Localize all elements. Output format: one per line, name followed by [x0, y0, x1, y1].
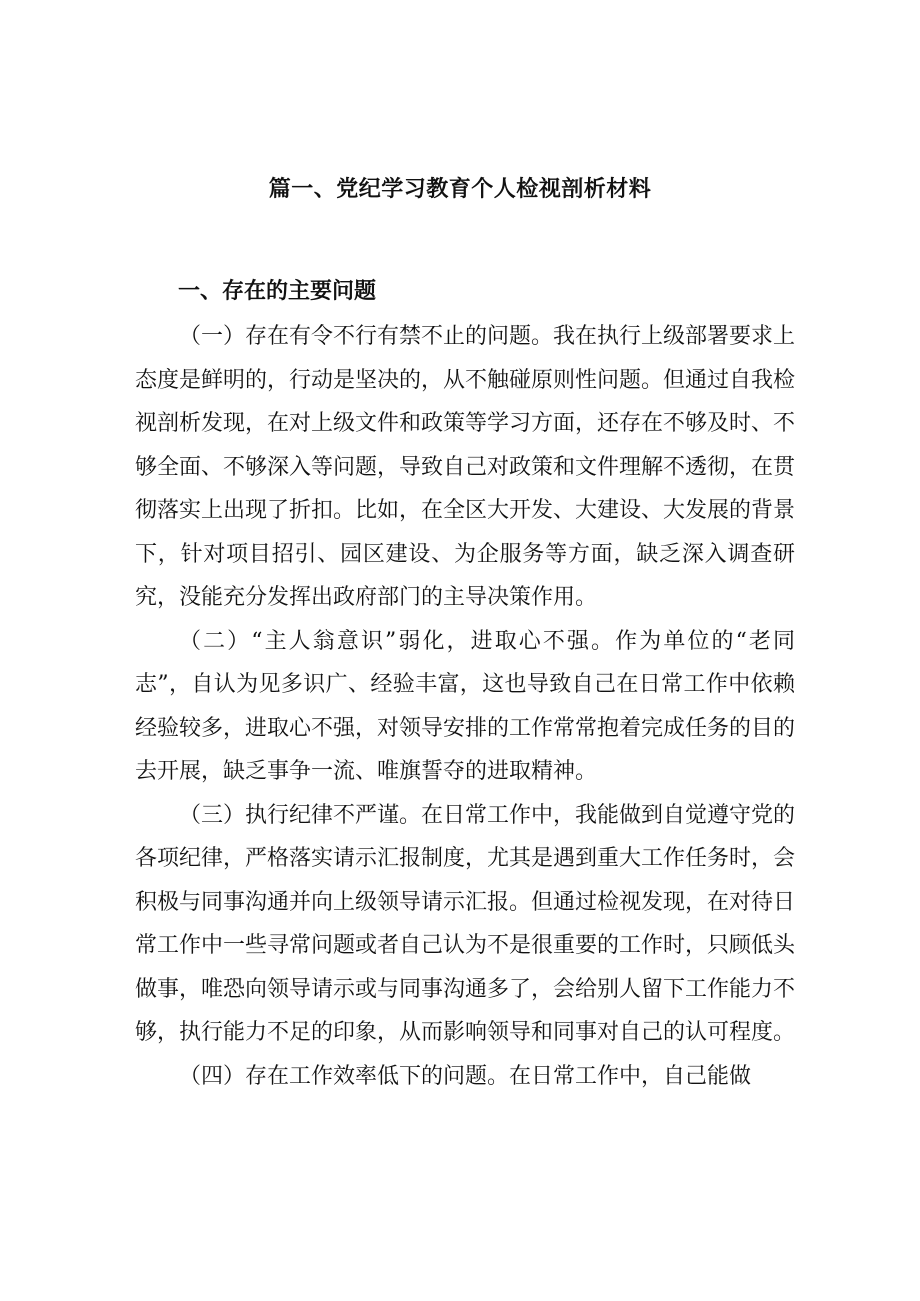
paragraph-3: （三）执行纪律不严谨。在日常工作中，我能做到自觉遵守党的各项纪律，严格落实请示汇报制度，尤其是遇到重大工作任务时，会积极与同事沟通并向上级领导请示汇报。但通过检视发现，在对待日常工作中一些寻常问题或者自己认为不是很重要的工作时，只顾低头做事，唯恐向领导请示或与同事沟通多了，会给别人留下工作能力不够，执行能力不足的印象，从而影响领导和同事对自己的认可程度。 [135, 802, 796, 1045]
document-title: 篇一、党纪学习教育个人检视剖析材料 [268, 177, 652, 202]
paragraph-4: （四）存在工作效率低下的问题。在日常工作中，自己能做 [179, 1063, 752, 1089]
document-body [135, 315, 795, 1098]
paragraph-1: （一）存在有令不行有禁不止的问题。我在执行上级部署要求上态度是鲜明的，行动是坚决的，从不触碰原则性问题。但通过自我检视剖析发现，在对上级文件和政策等学习方面，还存在不够及时、不够全面、不够深入等问题，导致自己对政策和文件理解不透彻，在贯彻落实上出现了折扣。比如，在全区大开发、大建设、大发展的背景下，针对项目招引、园区建设、为企服务等方面，缺乏深入调查研究，没能充分发挥出政府部门的主导决策作用。 [135, 324, 796, 610]
section-heading: 一、存在的主要问题 [178, 279, 377, 304]
paragraph-2: （二）“主人翁意识”弱化，进取心不强。作为单位的“老同志”，自认为见多识广、经验丰富，这也导致自己在日常工作中依赖经验较多，进取心不强，对领导安排的工作常常抱着完成任务的目的去开展，缺乏事争一流、唯旗誓夺的进取精神。 [135, 628, 796, 784]
